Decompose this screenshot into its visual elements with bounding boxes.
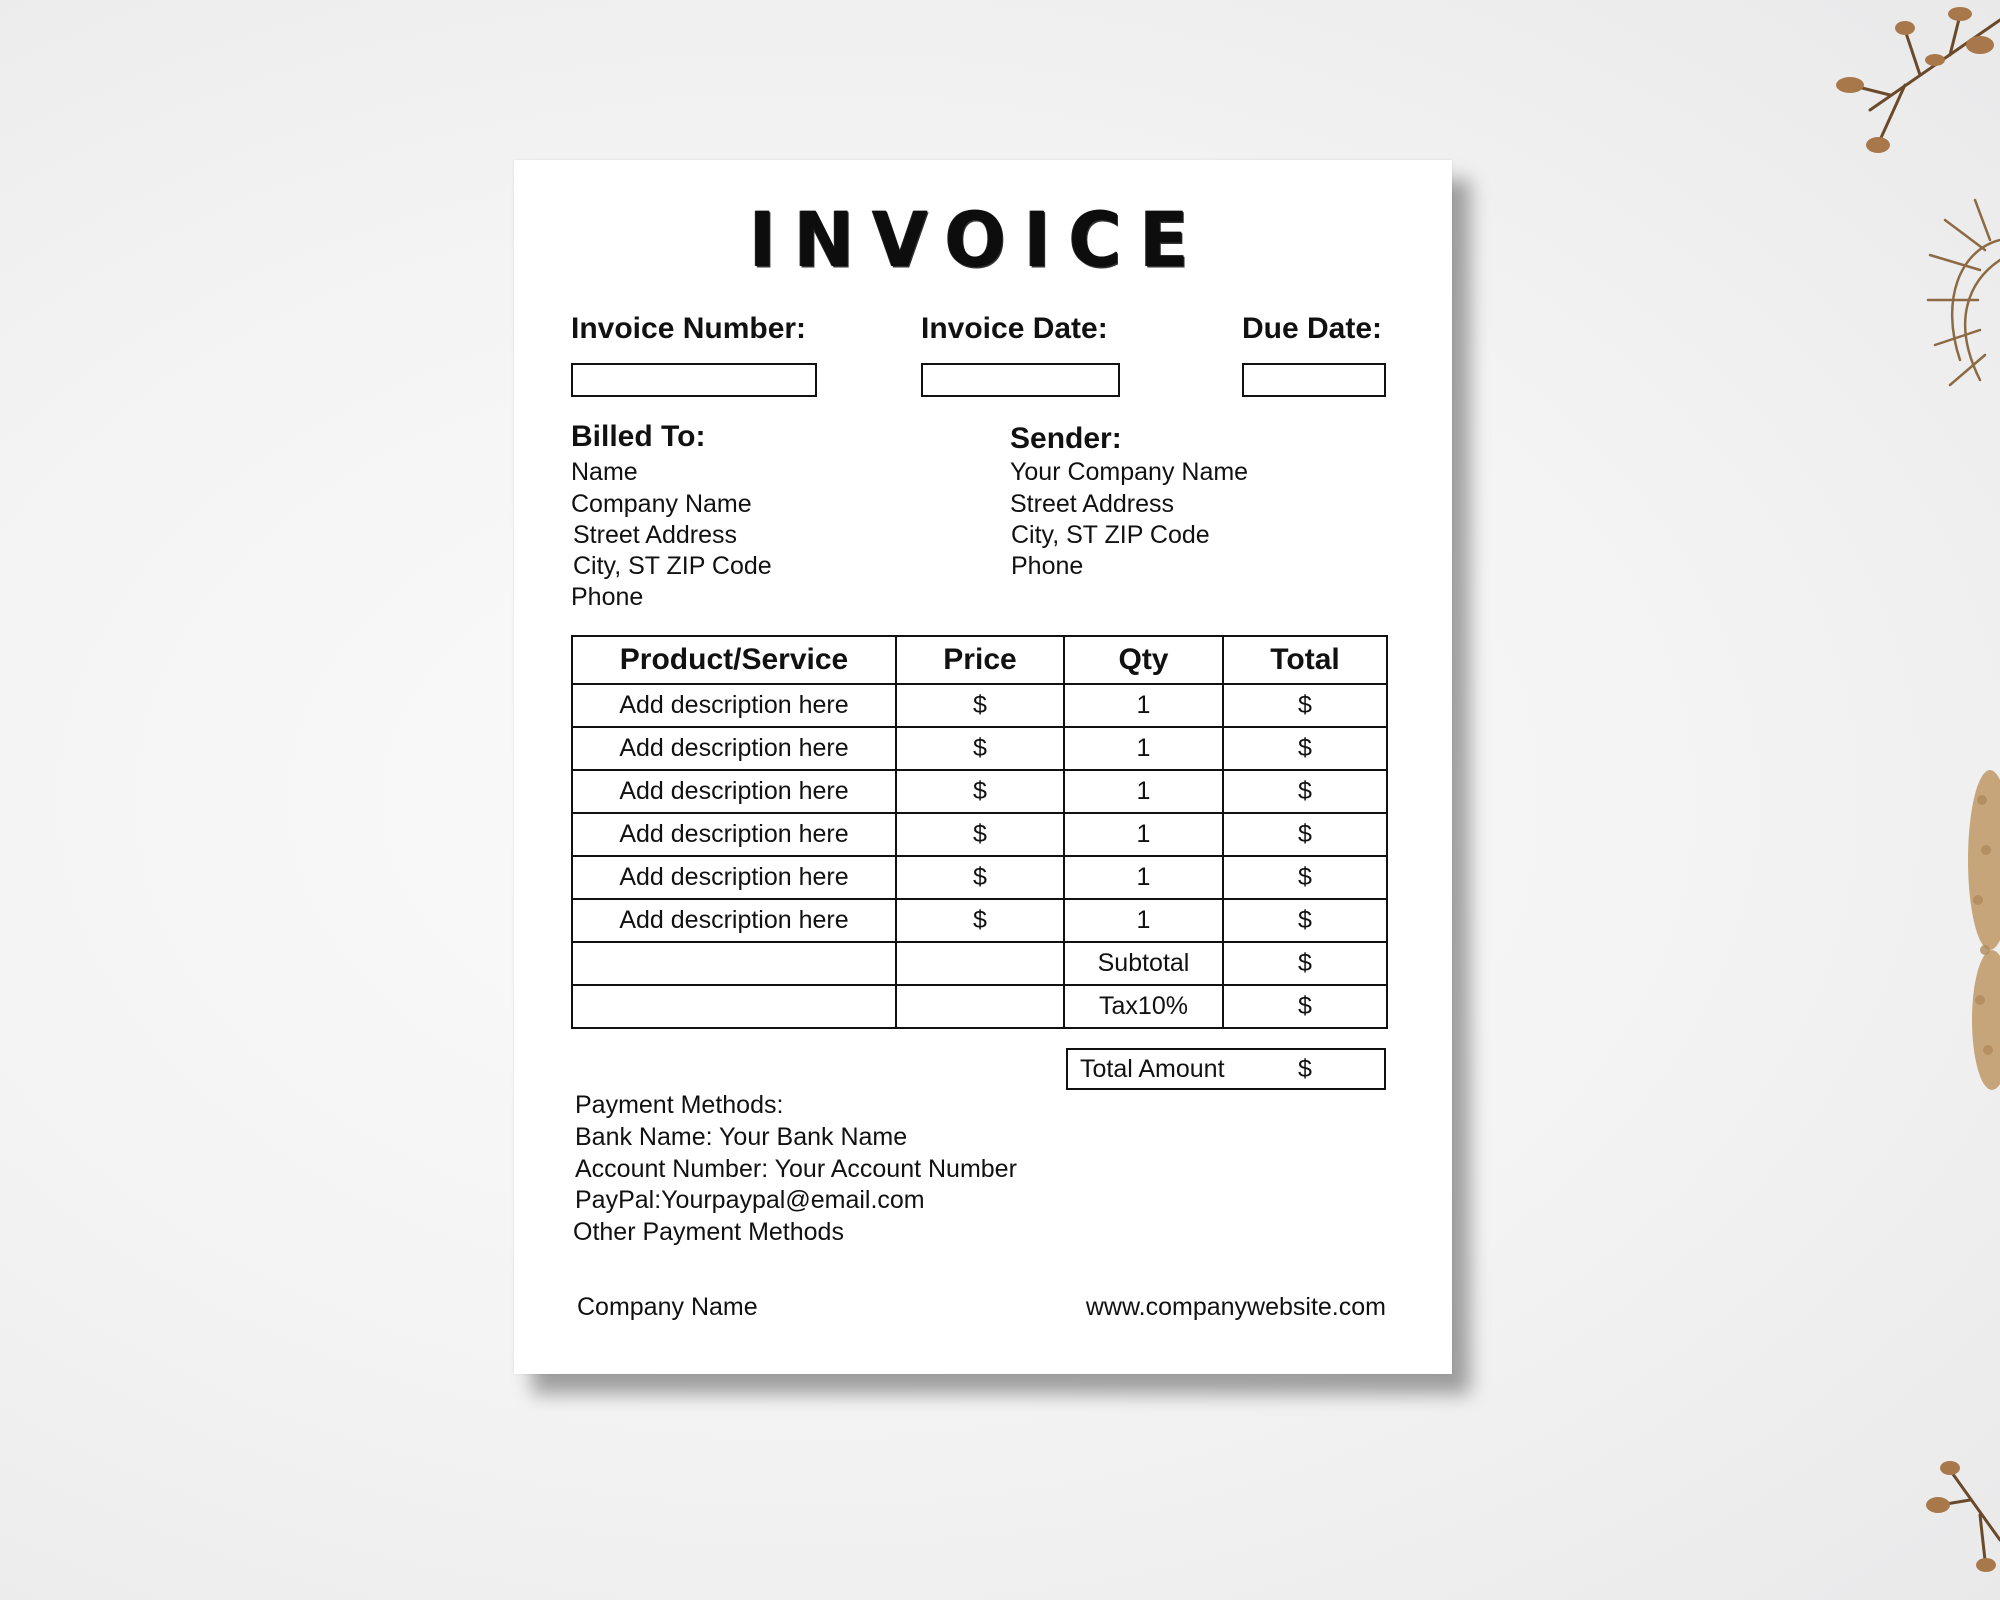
row-qty[interactable]: 1: [1064, 813, 1223, 856]
invoice-page: [514, 160, 1452, 1374]
row-description[interactable]: Add description here: [572, 684, 896, 727]
footer-website: www.companywebsite.com: [1085, 1293, 1386, 1321]
row-price[interactable]: $: [896, 856, 1064, 899]
row-total[interactable]: $: [1223, 899, 1387, 942]
sender-heading: Sender:: [1010, 422, 1122, 455]
tax-value[interactable]: $: [1223, 985, 1387, 1028]
header-product-service: Product/Service: [572, 636, 896, 684]
row-description[interactable]: Add description here: [572, 770, 896, 813]
dried-flower-decoration: [1810, 0, 2000, 1600]
table-row: [572, 899, 1387, 942]
row-qty[interactable]: 1: [1064, 684, 1223, 727]
subtotal-label: Subtotal: [1064, 942, 1223, 985]
payment-bank-name: Bank Name: Your Bank Name: [575, 1123, 908, 1151]
row-description[interactable]: Add description here: [572, 899, 896, 942]
row-description[interactable]: Add description here: [572, 727, 896, 770]
table-row: [572, 856, 1387, 899]
billed-to-city: City, ST ZIP Code: [573, 552, 772, 580]
row-price[interactable]: $: [896, 899, 1064, 942]
row-price[interactable]: $: [896, 727, 1064, 770]
invoice-date-label: Invoice Date:: [921, 312, 1108, 345]
subtotal-value[interactable]: $: [1223, 942, 1387, 985]
table-header-row: [572, 636, 1387, 684]
table-row: [572, 727, 1387, 770]
tax-empty-cell: [572, 985, 896, 1028]
billed-to-name: Name: [571, 458, 638, 486]
footer-company-name: Company Name: [577, 1293, 758, 1321]
row-description[interactable]: Add description here: [572, 856, 896, 899]
sender-city: City, ST ZIP Code: [1011, 521, 1210, 549]
total-amount-value[interactable]: $: [1298, 1055, 1312, 1083]
row-total[interactable]: $: [1223, 727, 1387, 770]
tax-row: [572, 985, 1387, 1028]
payment-methods-heading: Payment Methods:: [575, 1091, 784, 1119]
due-date-label: Due Date:: [1242, 312, 1383, 345]
row-qty[interactable]: 1: [1064, 770, 1223, 813]
row-qty[interactable]: 1: [1064, 899, 1223, 942]
sender-phone: Phone: [1011, 552, 1084, 580]
tax-empty-cell: [896, 985, 1064, 1028]
header-price: Price: [896, 636, 1064, 684]
row-price[interactable]: $: [896, 813, 1064, 856]
sender-street: Street Address: [1010, 490, 1174, 518]
row-total[interactable]: $: [1223, 770, 1387, 813]
due-date-field[interactable]: [1242, 363, 1386, 397]
subtotal-empty-cell: [896, 942, 1064, 985]
tax-label: Tax10%: [1064, 985, 1223, 1028]
billed-to-street: Street Address: [573, 521, 737, 549]
billed-to-heading: Billed To:: [571, 420, 706, 453]
row-price[interactable]: $: [896, 684, 1064, 727]
row-qty[interactable]: 1: [1064, 856, 1223, 899]
header-qty: Qty: [1064, 636, 1223, 684]
subtotal-row: [572, 942, 1387, 985]
billed-to-phone: Phone: [571, 583, 644, 611]
row-qty[interactable]: 1: [1064, 727, 1223, 770]
payment-other: Other Payment Methods: [573, 1218, 844, 1246]
invoice-date-field[interactable]: [921, 363, 1120, 397]
table-row: [572, 770, 1387, 813]
row-total[interactable]: $: [1223, 856, 1387, 899]
table-row: [572, 813, 1387, 856]
row-total[interactable]: $: [1223, 684, 1387, 727]
header-total: Total: [1223, 636, 1387, 684]
invoice-number-field[interactable]: [571, 363, 817, 397]
sender-company: Your Company Name: [1010, 458, 1249, 486]
payment-account-number: Account Number: Your Account Number: [575, 1155, 1017, 1183]
total-amount-label: Total Amount: [1080, 1055, 1225, 1083]
row-price[interactable]: $: [896, 770, 1064, 813]
billed-to-company: Company Name: [571, 490, 752, 518]
invoice-number-label: Invoice Number:: [571, 312, 807, 345]
subtotal-empty-cell: [572, 942, 896, 985]
table-row: [572, 684, 1387, 727]
payment-paypal: PayPal:Yourpaypal@email.com: [575, 1186, 925, 1214]
total-amount-box: [1066, 1048, 1386, 1090]
invoice-title: INVOICE: [749, 195, 1207, 285]
line-items-table: [571, 635, 1388, 1029]
row-total[interactable]: $: [1223, 813, 1387, 856]
row-description[interactable]: Add description here: [572, 813, 896, 856]
